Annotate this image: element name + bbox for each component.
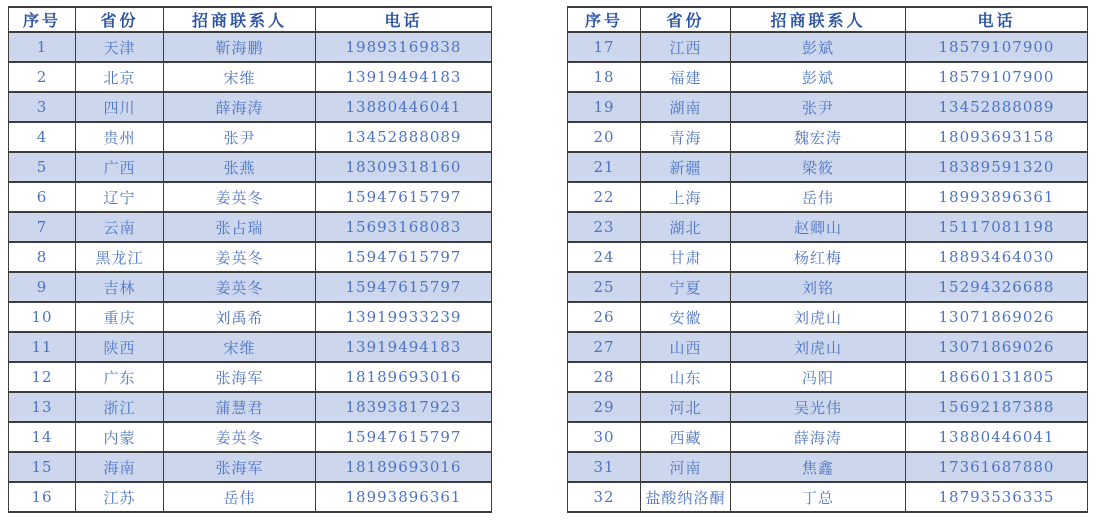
cell-number: 15 bbox=[9, 452, 76, 482]
cell-contact: 冯阳 bbox=[731, 362, 906, 392]
cell-phone: 18579107900 bbox=[906, 62, 1088, 92]
cell-number: 11 bbox=[9, 332, 76, 362]
cell-number: 10 bbox=[9, 302, 76, 332]
cell-number: 23 bbox=[568, 212, 641, 242]
col-header-contact: 招商联系人 bbox=[731, 7, 906, 32]
cell-number: 16 bbox=[9, 482, 76, 512]
table-row bbox=[9, 422, 492, 452]
cell-phone: 18893464030 bbox=[906, 242, 1088, 272]
cell-phone: 15947615797 bbox=[316, 422, 492, 452]
cell-province: 福建 bbox=[641, 62, 731, 92]
cell-phone: 15693168083 bbox=[316, 212, 492, 242]
cell-phone: 13880446041 bbox=[316, 92, 492, 122]
cell-province: 山东 bbox=[641, 362, 731, 392]
col-header-contact: 招商联系人 bbox=[164, 7, 316, 32]
cell-province: 广西 bbox=[76, 152, 164, 182]
cell-province: 四川 bbox=[76, 92, 164, 122]
cell-phone: 13071869026 bbox=[906, 302, 1088, 332]
table-row bbox=[9, 152, 492, 182]
cell-contact: 张海军 bbox=[164, 362, 316, 392]
cell-province: 江苏 bbox=[76, 482, 164, 512]
cell-phone: 18309318160 bbox=[316, 152, 492, 182]
col-header-number: 序号 bbox=[9, 7, 76, 32]
cell-province: 甘肃 bbox=[641, 242, 731, 272]
cell-province: 河北 bbox=[641, 392, 731, 422]
col-header-phone: 电话 bbox=[906, 7, 1088, 32]
cell-phone: 15947615797 bbox=[316, 272, 492, 302]
cell-contact: 宋维 bbox=[164, 332, 316, 362]
cell-phone: 18993896361 bbox=[906, 182, 1088, 212]
cell-number: 6 bbox=[9, 182, 76, 212]
cell-number: 14 bbox=[9, 422, 76, 452]
table-row bbox=[9, 32, 492, 62]
cell-province: 湖南 bbox=[641, 92, 731, 122]
cell-province: 吉林 bbox=[76, 272, 164, 302]
cell-phone: 19893169838 bbox=[316, 32, 492, 62]
cell-contact: 岳伟 bbox=[731, 182, 906, 212]
table-row bbox=[568, 452, 1088, 482]
table-row bbox=[9, 92, 492, 122]
cell-phone: 18093693158 bbox=[906, 122, 1088, 152]
cell-contact: 蒲慧君 bbox=[164, 392, 316, 422]
cell-contact: 宋维 bbox=[164, 62, 316, 92]
cell-contact: 薛海涛 bbox=[731, 422, 906, 452]
cell-number: 20 bbox=[568, 122, 641, 152]
cell-province: 西藏 bbox=[641, 422, 731, 452]
cell-contact: 姜英冬 bbox=[164, 422, 316, 452]
cell-phone: 15947615797 bbox=[316, 182, 492, 212]
cell-province: 上海 bbox=[641, 182, 731, 212]
cell-province: 盐酸纳洛酮 bbox=[641, 482, 731, 512]
cell-phone: 15947615797 bbox=[316, 242, 492, 272]
cell-province: 重庆 bbox=[76, 302, 164, 332]
cell-contact: 姜英冬 bbox=[164, 272, 316, 302]
cell-number: 17 bbox=[568, 32, 641, 62]
cell-province: 湖北 bbox=[641, 212, 731, 242]
table-row bbox=[568, 212, 1088, 242]
cell-number: 5 bbox=[9, 152, 76, 182]
cell-province: 宁夏 bbox=[641, 272, 731, 302]
cell-contact: 靳海鹏 bbox=[164, 32, 316, 62]
cell-number: 27 bbox=[568, 332, 641, 362]
cell-contact: 焦鑫 bbox=[731, 452, 906, 482]
table-row bbox=[9, 212, 492, 242]
cell-number: 32 bbox=[568, 482, 641, 512]
cell-contact: 彭斌 bbox=[731, 62, 906, 92]
cell-phone: 13919933239 bbox=[316, 302, 492, 332]
table-row bbox=[9, 122, 492, 152]
cell-phone: 18189693016 bbox=[316, 362, 492, 392]
cell-contact: 刘铭 bbox=[731, 272, 906, 302]
cell-province: 贵州 bbox=[76, 122, 164, 152]
table-row bbox=[9, 362, 492, 392]
province-contacts-table-left bbox=[8, 6, 492, 513]
cell-number: 18 bbox=[568, 62, 641, 92]
cell-phone: 18793536335 bbox=[906, 482, 1088, 512]
cell-number: 12 bbox=[9, 362, 76, 392]
table-row bbox=[568, 422, 1088, 452]
cell-phone: 17361687880 bbox=[906, 452, 1088, 482]
cell-number: 19 bbox=[568, 92, 641, 122]
cell-phone: 18393817923 bbox=[316, 392, 492, 422]
cell-province: 内蒙 bbox=[76, 422, 164, 452]
table-row bbox=[568, 92, 1088, 122]
cell-province: 青海 bbox=[641, 122, 731, 152]
cell-province: 云南 bbox=[76, 212, 164, 242]
col-header-number: 序号 bbox=[568, 7, 641, 32]
cell-number: 29 bbox=[568, 392, 641, 422]
cell-contact: 梁筱 bbox=[731, 152, 906, 182]
cell-province: 河南 bbox=[641, 452, 731, 482]
cell-province: 山西 bbox=[641, 332, 731, 362]
col-header-province: 省份 bbox=[641, 7, 731, 32]
cell-phone: 15294326688 bbox=[906, 272, 1088, 302]
table-row bbox=[9, 62, 492, 92]
cell-number: 13 bbox=[9, 392, 76, 422]
cell-phone: 18389591320 bbox=[906, 152, 1088, 182]
cell-number: 26 bbox=[568, 302, 641, 332]
table-row bbox=[9, 302, 492, 332]
cell-contact: 吴光伟 bbox=[731, 392, 906, 422]
cell-number: 24 bbox=[568, 242, 641, 272]
cell-province: 陕西 bbox=[76, 332, 164, 362]
cell-number: 2 bbox=[9, 62, 76, 92]
cell-province: 海南 bbox=[76, 452, 164, 482]
cell-phone: 13071869026 bbox=[906, 332, 1088, 362]
cell-contact: 刘虎山 bbox=[731, 302, 906, 332]
cell-number: 8 bbox=[9, 242, 76, 272]
table-row bbox=[568, 242, 1088, 272]
cell-contact: 彭斌 bbox=[731, 32, 906, 62]
cell-phone: 13919494183 bbox=[316, 332, 492, 362]
cell-contact: 张占瑞 bbox=[164, 212, 316, 242]
cell-contact: 魏宏涛 bbox=[731, 122, 906, 152]
table-row bbox=[568, 482, 1088, 512]
cell-number: 30 bbox=[568, 422, 641, 452]
table-row bbox=[9, 482, 492, 512]
table-row bbox=[568, 272, 1088, 302]
table-row bbox=[568, 302, 1088, 332]
cell-phone: 13919494183 bbox=[316, 62, 492, 92]
cell-contact: 刘禹希 bbox=[164, 302, 316, 332]
cell-contact: 张燕 bbox=[164, 152, 316, 182]
cell-phone: 13452888089 bbox=[906, 92, 1088, 122]
cell-phone: 13452888089 bbox=[316, 122, 492, 152]
cell-province: 江西 bbox=[641, 32, 731, 62]
cell-number: 22 bbox=[568, 182, 641, 212]
cell-province: 浙江 bbox=[76, 392, 164, 422]
table-row bbox=[9, 452, 492, 482]
table-row bbox=[568, 182, 1088, 212]
cell-contact: 丁总 bbox=[731, 482, 906, 512]
table-row bbox=[568, 152, 1088, 182]
cell-contact: 张尹 bbox=[731, 92, 906, 122]
table-row bbox=[9, 392, 492, 422]
table-row bbox=[9, 332, 492, 362]
cell-province: 天津 bbox=[76, 32, 164, 62]
cell-province: 安徽 bbox=[641, 302, 731, 332]
cell-number: 1 bbox=[9, 32, 76, 62]
cell-number: 3 bbox=[9, 92, 76, 122]
table-row bbox=[568, 122, 1088, 152]
cell-phone: 18189693016 bbox=[316, 452, 492, 482]
cell-contact: 刘虎山 bbox=[731, 332, 906, 362]
table-row bbox=[568, 392, 1088, 422]
table-row bbox=[568, 32, 1088, 62]
cell-contact: 姜英冬 bbox=[164, 182, 316, 212]
cell-number: 9 bbox=[9, 272, 76, 302]
cell-number: 28 bbox=[568, 362, 641, 392]
cell-number: 31 bbox=[568, 452, 641, 482]
cell-contact: 岳伟 bbox=[164, 482, 316, 512]
cell-phone: 18660131805 bbox=[906, 362, 1088, 392]
table-row bbox=[9, 242, 492, 272]
cell-contact: 赵卿山 bbox=[731, 212, 906, 242]
col-header-province: 省份 bbox=[76, 7, 164, 32]
cell-number: 25 bbox=[568, 272, 641, 302]
table-row bbox=[9, 272, 492, 302]
header-row bbox=[9, 7, 492, 32]
col-header-phone: 电话 bbox=[316, 7, 492, 32]
cell-contact: 杨红梅 bbox=[731, 242, 906, 272]
cell-province: 辽宁 bbox=[76, 182, 164, 212]
cell-province: 广东 bbox=[76, 362, 164, 392]
cell-number: 21 bbox=[568, 152, 641, 182]
cell-province: 黑龙江 bbox=[76, 242, 164, 272]
table-row bbox=[568, 62, 1088, 92]
cell-phone: 13880446041 bbox=[906, 422, 1088, 452]
cell-contact: 张海军 bbox=[164, 452, 316, 482]
cell-contact: 张尹 bbox=[164, 122, 316, 152]
cell-province: 新疆 bbox=[641, 152, 731, 182]
cell-contact: 姜英冬 bbox=[164, 242, 316, 272]
cell-phone: 15117081198 bbox=[906, 212, 1088, 242]
table-row bbox=[568, 362, 1088, 392]
province-contacts-table-right bbox=[567, 6, 1088, 513]
cell-phone: 15692187388 bbox=[906, 392, 1088, 422]
cell-number: 7 bbox=[9, 212, 76, 242]
cell-phone: 18579107900 bbox=[906, 32, 1088, 62]
cell-contact: 薛海涛 bbox=[164, 92, 316, 122]
table-row bbox=[568, 332, 1088, 362]
cell-phone: 18993896361 bbox=[316, 482, 492, 512]
cell-number: 4 bbox=[9, 122, 76, 152]
cell-province: 北京 bbox=[76, 62, 164, 92]
header-row bbox=[568, 7, 1088, 32]
table-row bbox=[9, 182, 492, 212]
